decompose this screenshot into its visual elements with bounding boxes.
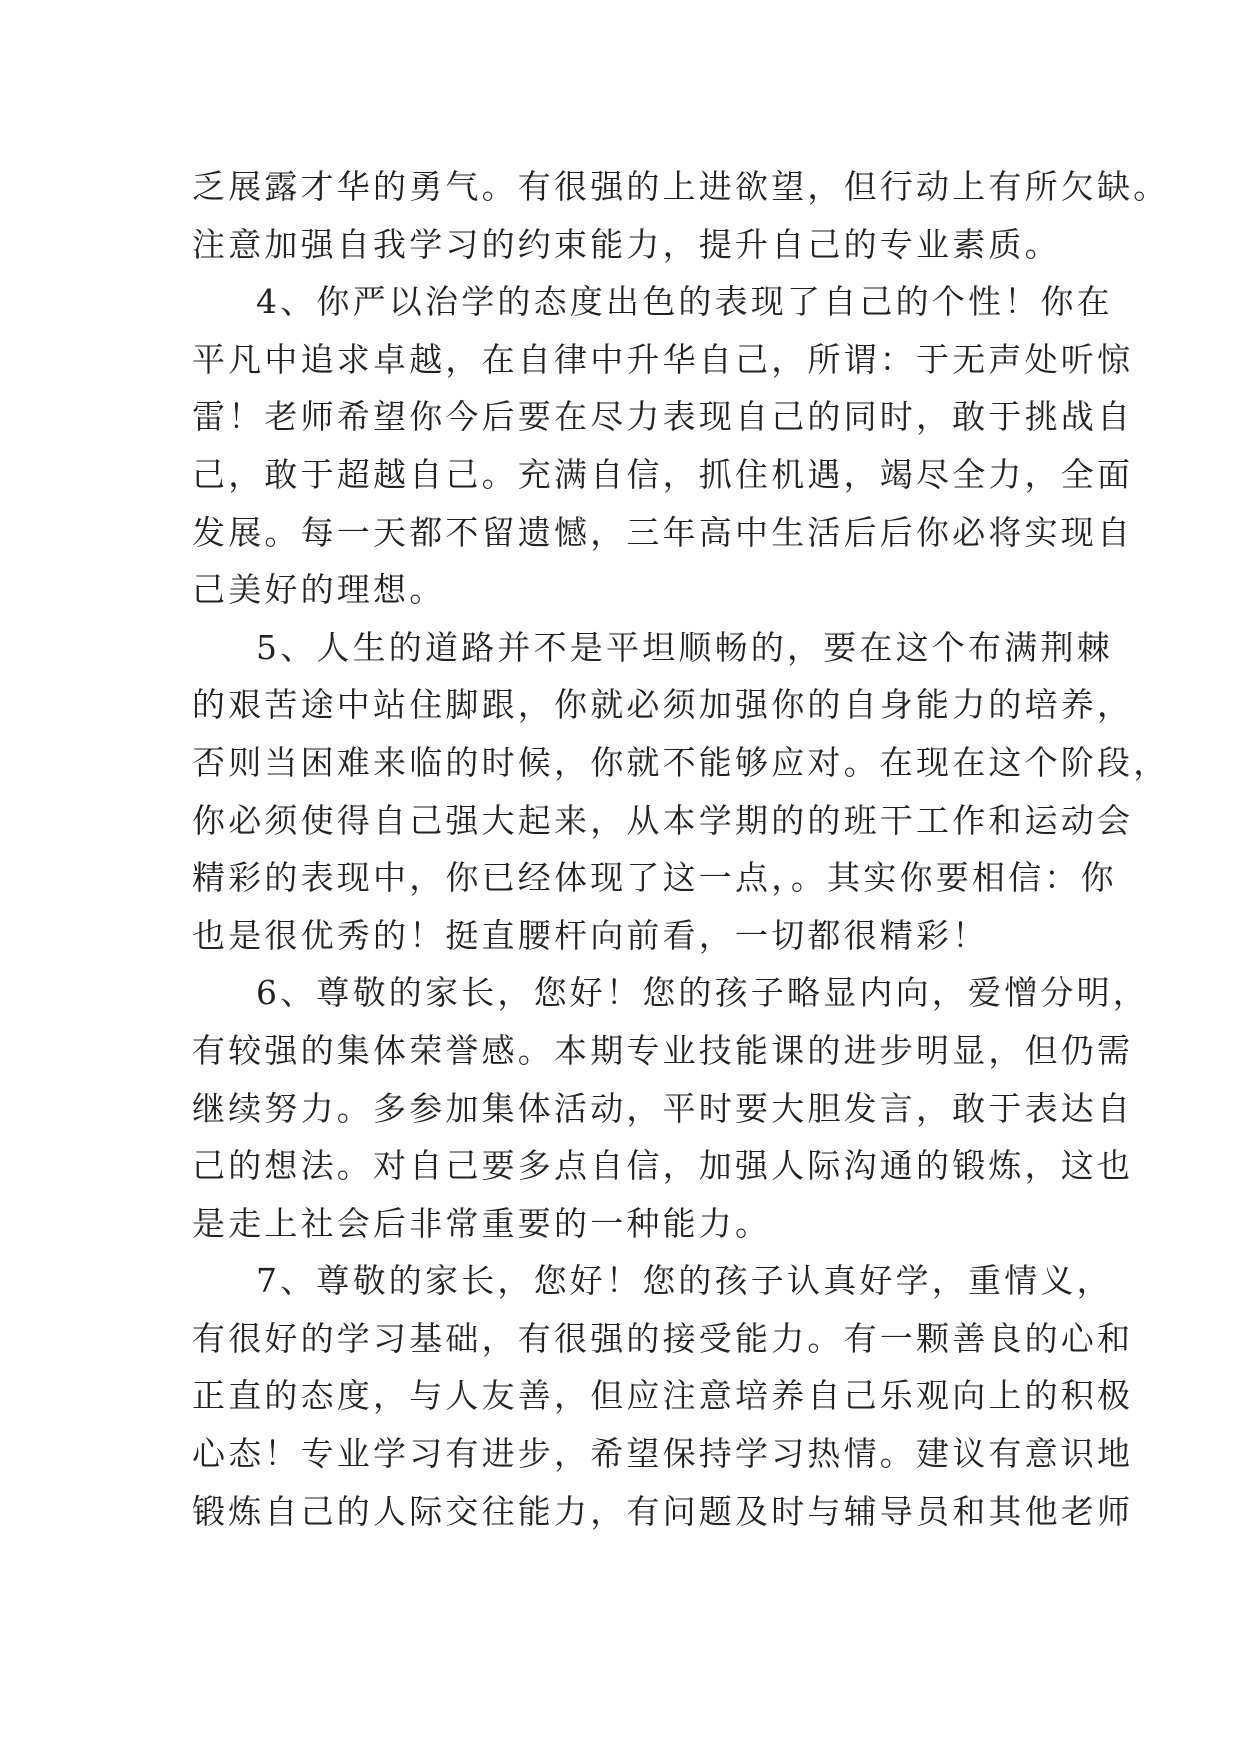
text-line: 也是很优秀的！挺直腰杆向前看，一切都很精彩！ <box>192 915 989 955</box>
text-line: 有较强的集体荣誉感。本期专业技能课的进步明显，但仍需 <box>192 1030 1134 1070</box>
paragraph-7-start: 7、尊敬的家长，您好！您的孩子认真好学，重情义， <box>256 1261 1113 1301</box>
text-line: 正直的态度，与人友善，但应注意培养自己乐观向上的积极 <box>192 1376 1134 1416</box>
text-line: 己，敢于超越自己。充满自信，抓住机遇，竭尽全力，全面 <box>192 454 1134 494</box>
text-line: 你必须使得自己强大起来，从本学期的的班干工作和运动会 <box>192 800 1134 840</box>
text-line: 否则当困难来临的时候，你就不能够应对。在现在这个阶段， <box>192 742 1170 782</box>
text-line: 平凡中追求卓越，在自律中升华自己，所谓：于无声处听惊 <box>192 339 1134 379</box>
text-line: 发展。每一天都不留遗憾，三年高中生活后后你必将实现自 <box>192 512 1134 552</box>
text-line: 心态！专业学习有进步，希望保持学习热情。建议有意识地 <box>192 1434 1134 1474</box>
text-line: 是走上社会后非常重要的一种能力。 <box>192 1203 772 1243</box>
text-line: 雷！老师希望你今后要在尽力表现自己的同时，敢于挑战自 <box>192 397 1134 437</box>
text-line: 有很好的学习基础，有很强的接受能力。有一颗善良的心和 <box>192 1318 1134 1358</box>
text-line: 乏展露才华的勇气。有很强的上进欲望，但行动上有所欠缺。 <box>192 167 1170 206</box>
paragraph-5-start: 5、人生的道路并不是平坦顺畅的，要在这个布满荆棘 <box>256 627 1113 667</box>
document-body <box>192 158 1170 1540</box>
paragraph-4-start: 4、你严以治学的态度出色的表现了自己的个性！你在 <box>256 282 1113 322</box>
text-line: 己美好的理想。 <box>192 570 446 610</box>
text-line: 己的想法。对自己要多点自信，加强人际沟通的锻炼，这也 <box>192 1146 1134 1186</box>
paragraph-6-start: 6、尊敬的家长，您好！您的孩子略显内向，爱憎分明， <box>256 973 1149 1013</box>
text-line: 锻炼自己的人际交往能力，有问题及时与辅导员和其他老师 <box>192 1491 1134 1531</box>
text-line: 的艰苦途中站住脚跟，你就必须加强你的自身能力的培养， <box>192 685 1134 725</box>
text-line: 注意加强自我学习的约束能力，提升自己的专业素质。 <box>192 224 1061 264</box>
text-line: 继续努力。多参加集体活动，平时要大胆发言，敢于表达自 <box>192 1088 1134 1128</box>
text-line: 精彩的表现中，你已经体现了这一点，。其实你要相信：你 <box>192 858 1117 898</box>
